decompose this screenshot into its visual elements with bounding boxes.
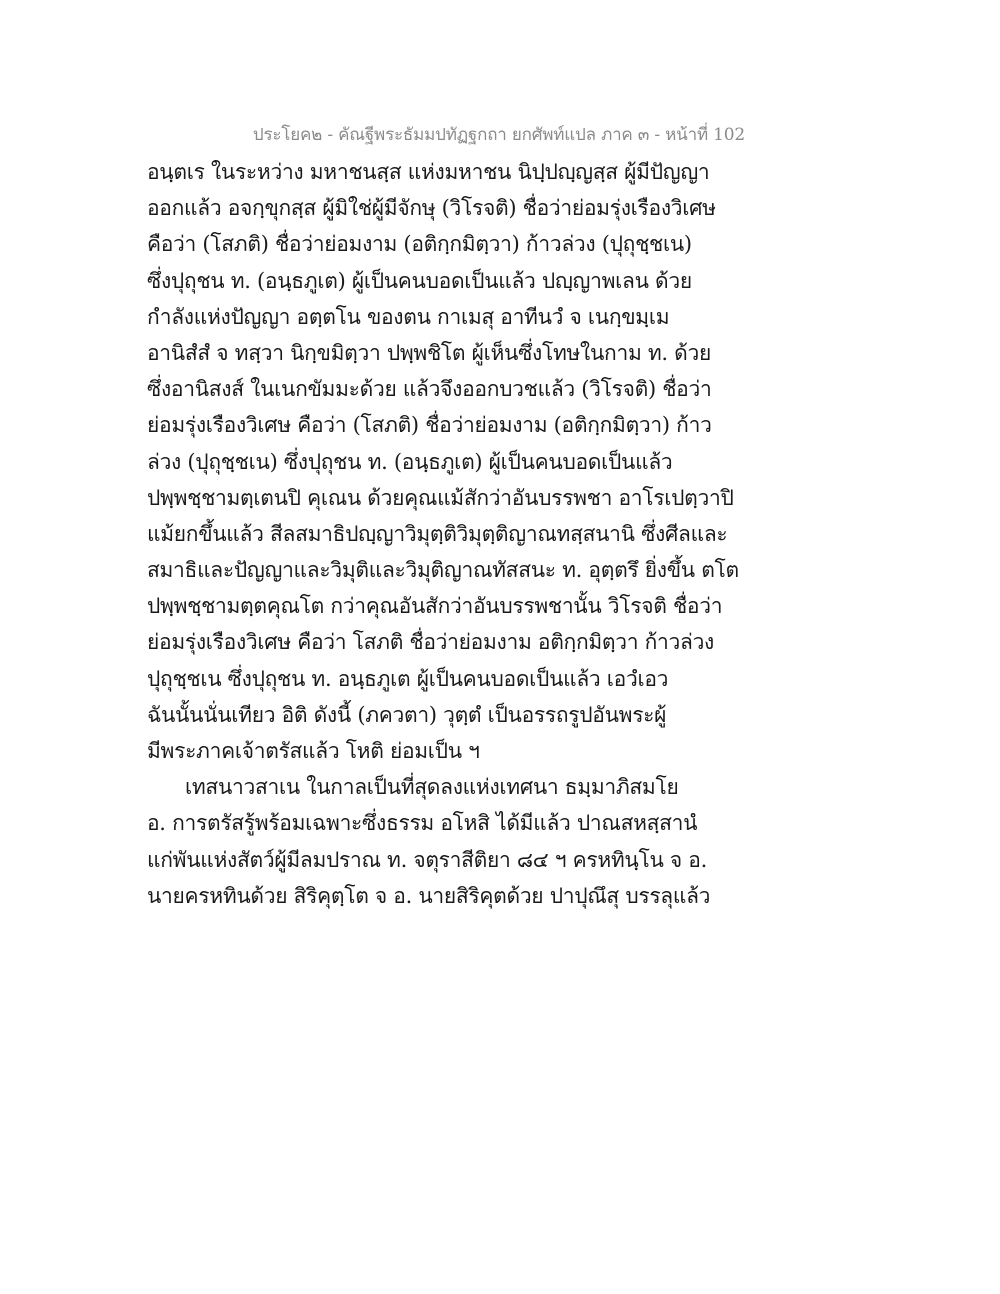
text-line: ปพฺพชฺชามตฺตคุณโต กว่าคุณอันสักว่าอันบรรพชานั้น วิโรจติ ชื่อว่า bbox=[147, 594, 723, 619]
text-line: ปุถุชฺชเน ซึ่งปุถุชน ท. อนฺธภูเต ผู้เป็นคนบอดเป็นแล้ว เอวํเอว bbox=[147, 666, 669, 691]
paragraph-start-line: เทสนาวสาเน ในกาลเป็นที่สุดลงแห่งเทศนา ธมฺมาภิสมโย bbox=[185, 775, 679, 800]
text-line: ซึ่งปุถุชน ท. (อนฺธภูเต) ผู้เป็นคนบอดเป็นแล้ว ปญฺญาพเลน ด้วย bbox=[147, 268, 692, 293]
text-line: ปพฺพชฺชามตฺเตนปิ คุเณน ด้วยคุณแม้สักว่าอันบรรพชา อาโรเปตฺวาปิ bbox=[147, 485, 734, 510]
text-line: แม้ยกขึ้นแล้ว สีลสมาธิปญฺญาวิมุตฺติวิมุตฺติญาณทสฺสนานิ ซึ่งศีลและ bbox=[147, 521, 728, 546]
text-line: อ. การตรัสรู้พร้อมเฉพาะซึ่งธรรม อโหสิ ได้มีแล้ว ปาณสหสฺสานํ bbox=[147, 811, 698, 836]
text-line: นายครหทินด้วย สิริคุตฺโต จ อ. นายสิริคุตด้วย ปาปุณึสุ บรรลุแล้ว bbox=[147, 883, 711, 908]
text-line: แก่พันแห่งสัตว์ผู้มีลมปราณ ท. จตุราสีติยา ๘๔ ฯ ครหทินฺโน จ อ. bbox=[147, 847, 707, 872]
text-line: ออกแล้ว อจกฺขุกสฺส ผู้มิใช่ผู้มีจักษุ (วิโรจติ) ชื่อว่าย่อมรุ่งเรืองวิเศษ bbox=[147, 196, 716, 221]
text-line: ซึ่งอานิสงส์ ในเนกขัมมะด้วย แล้วจึงออกบวชแล้ว (วิโรจติ) ชื่อว่า bbox=[147, 377, 712, 402]
text-line: คือว่า (โสภติ) ชื่อว่าย่อมงาม (อติกฺกมิตฺวา) ก้าวล่วง (ปุถุชฺชเน) bbox=[147, 232, 692, 257]
text-line: มีพระภาคเจ้าตรัสแล้ว โหติ ย่อมเป็น ฯ bbox=[147, 739, 480, 763]
running-header: ประโยค๒ - คัณฐีพระธัมมปทัฏฐกถา ยกศัพท์แปล ภาค ๓ - หน้าที่ 102 bbox=[252, 125, 745, 145]
text-line: อานิสํสํ จ ทสฺวา นิกฺขมิตฺวา ปพฺพชิโต ผู้เห็นซึ่งโทษในกาม ท. ด้วย bbox=[147, 340, 712, 365]
text-line: ฉันนั้นนั่นเทียว อิติ ดังนี้ (ภควตา) วุตฺตํ เป็นอรรถรูปอันพระผู้ bbox=[147, 702, 667, 727]
text-line: อนฺตเร ในระหว่าง มหาชนสฺส แห่งมหาชน นิปฺปญฺญสฺส ผู้มีปัญญา bbox=[147, 160, 710, 184]
text-line: ย่อมรุ่งเรืองวิเศษ คือว่า (โสภติ) ชื่อว่าย่อมงาม (อติกฺกมิตฺวา) ก้าว bbox=[147, 413, 712, 438]
text-line: กำลังแห่งปัญญา อตฺตโน ของตน กาเมสุ อาทีนวํ จ เนกฺขมฺเม bbox=[147, 304, 670, 329]
text-line: ล่วง (ปุถุชฺชเน) ซึ่งปุถุชน ท. (อนฺธภูเต) ผู้เป็นคนบอดเป็นแล้ว bbox=[147, 449, 673, 474]
text-line: ย่อมรุ่งเรืองวิเศษ คือว่า โสภติ ชื่อว่าย่อมงาม อติกฺกมิตฺวา ก้าวล่วง bbox=[147, 630, 715, 655]
body-text bbox=[147, 154, 739, 914]
text-line: สมาธิและปัญญาและวิมุติและวิมุติญาณทัสสนะ ท. อุตฺตรึ ยิ่งขึ้น ตโต bbox=[147, 558, 739, 583]
